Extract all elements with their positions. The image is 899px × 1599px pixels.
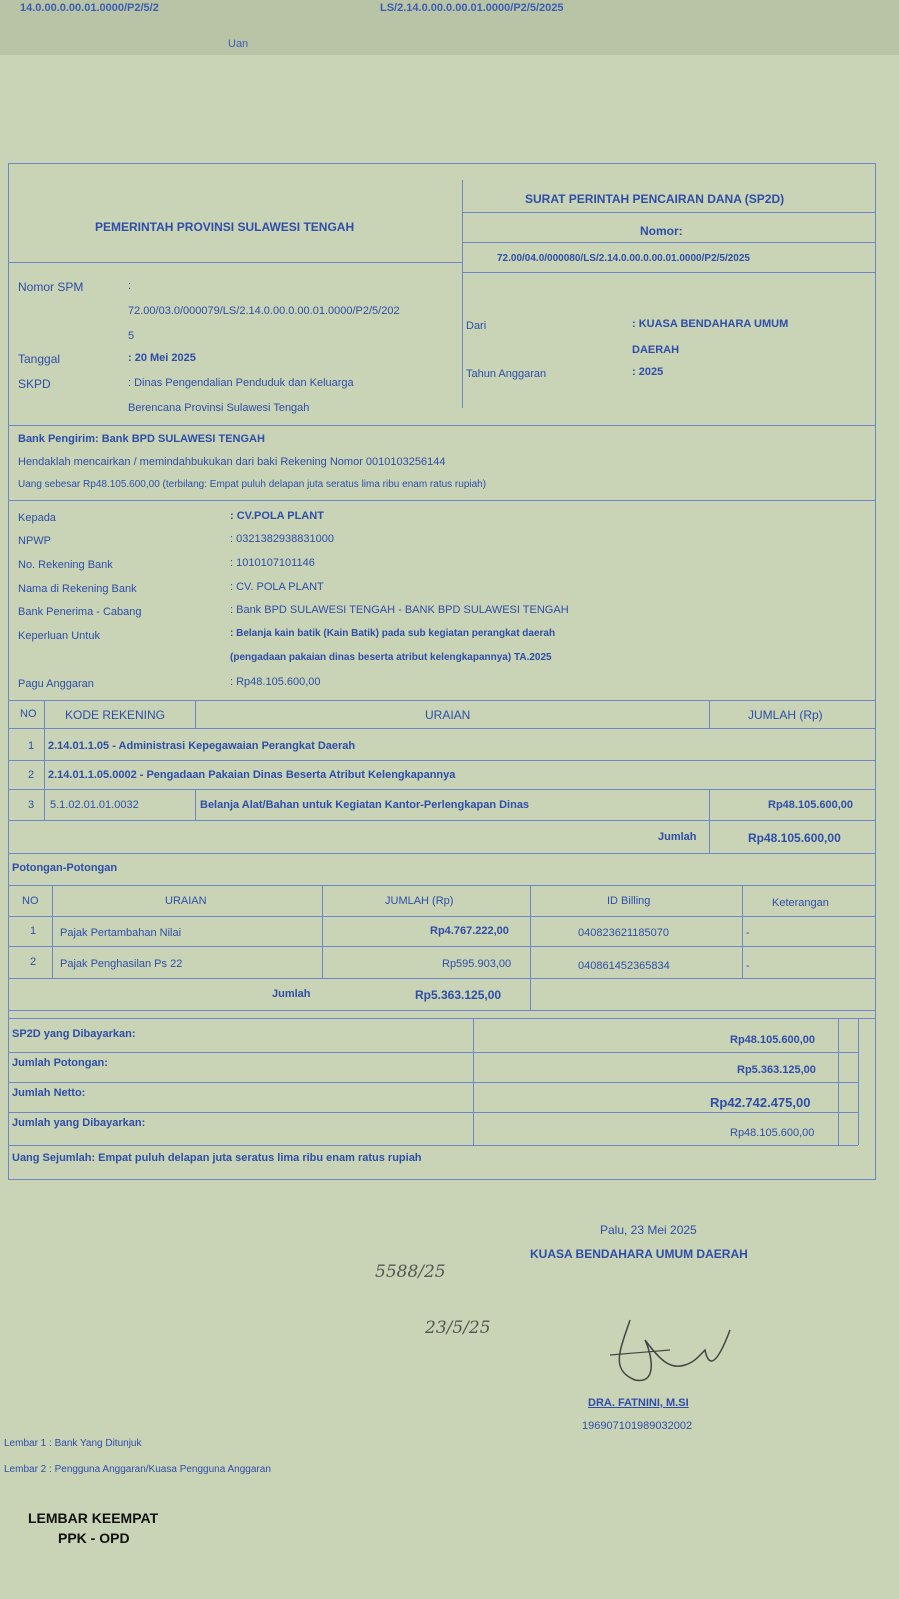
pot-jumlah-label: Jumlah <box>272 988 311 1000</box>
jumlah-dibayarkan-label: Jumlah yang Dibayarkan: <box>12 1117 146 1129</box>
rek-row-2-no: 2 <box>28 769 35 781</box>
nama-rekening-label: Nama di Rekening Bank <box>18 583 137 595</box>
place-date: Palu, 23 Mei 2025 <box>600 1223 697 1237</box>
hendaklah-text: Hendaklah mencairkan / memindahbukukan dari baki Rekening Nomor 0010103256144 <box>18 456 446 468</box>
nomor-label: Nomor: <box>640 224 683 238</box>
bank-penerima-label: Bank Penerima - Cabang <box>18 606 142 618</box>
handwritten-date: 23/5/25 <box>425 1318 491 1338</box>
rek-row-3-kode: 5.1.02.01.01.0032 <box>50 799 139 811</box>
pot-row-1-uraian: Pajak Pertambahan Nilai <box>60 927 182 939</box>
document-title: SURAT PERINTAH PENCAIRAN DANA (SP2D) <box>525 192 785 206</box>
keperluan-label: Keperluan Untuk <box>18 630 100 642</box>
jumlah-potongan-value: Rp5.363.125,00 <box>737 1064 816 1076</box>
rek-jumlah-label: Jumlah <box>658 831 697 843</box>
bank-pengirim: Bank Pengirim: Bank BPD SULAWESI TENGAH <box>18 433 265 445</box>
skpd-value-1: : Dinas Pengendalian Penduduk dan Keluarga <box>128 377 354 389</box>
keperluan-value-2: (pengadaan pakaian dinas beserta atribut kelengkapannya) TA.2025 <box>230 652 552 663</box>
rek-row-1-text: 2.14.01.1.05 - Administrasi Kepegawaian Perangkat Daerah <box>48 740 356 752</box>
dari-value-1: : KUASA BENDAHARA UMUM <box>632 318 789 330</box>
rek-header-jumlah: JUMLAH (Rp) <box>748 708 823 722</box>
rek-header-no: NO <box>20 708 37 720</box>
government-name: PEMERINTAH PROVINSI SULAWESI TENGAH <box>95 220 355 234</box>
rek-row-3-uraian: Belanja Alat/Bahan untuk Kegiatan Kantor-Perlengkapan Dinas <box>200 799 530 811</box>
rek-row-3-no: 3 <box>28 799 35 811</box>
npwp-label: NPWP <box>18 535 51 547</box>
npwp-value: : 0321382938831000 <box>230 533 334 545</box>
rek-row-2-text: 2.14.01.1.05.0002 - Pengadaan Pakaian Dinas Beserta Atribut Kelengkapannya <box>48 769 456 781</box>
jumlah-netto-value: Rp42.742.475,00 <box>710 1095 811 1110</box>
skpd-value-2: Berencana Provinsi Sulawesi Tengah <box>128 402 310 414</box>
strip-stub: Uan <box>228 38 249 50</box>
sp2d-dibayarkan-value: Rp48.105.600,00 <box>730 1034 816 1046</box>
jumlah-dibayarkan-value: Rp48.105.600,00 <box>730 1127 815 1139</box>
tanggal-label: Tanggal <box>18 352 61 366</box>
pagu-value: : Rp48.105.600,00 <box>230 676 321 688</box>
pot-row-2-billing: 040861452365834 <box>578 960 670 972</box>
signature-mark <box>590 1310 740 1400</box>
kepada-value: : CV.POLA PLANT <box>230 510 324 522</box>
pot-row-2-no: 2 <box>30 956 37 968</box>
rek-row-3-jumlah: Rp48.105.600,00 <box>768 799 854 811</box>
previous-sheet-strip <box>0 0 899 55</box>
rek-header-uraian: URAIAN <box>425 708 471 722</box>
strip-right-text: LS/2.14.0.00.0.00.01.0000/P2/5/2025 <box>380 2 564 14</box>
spm-number-1: 72.00/03.0/000079/LS/2.14.0.00.0.00.01.0000/P2/5/202 <box>128 305 400 317</box>
pot-row-2-uraian: Pajak Penghasilan Ps 22 <box>60 958 183 970</box>
rek-jumlah-value: Rp48.105.600,00 <box>748 831 841 845</box>
pot-row-1-jumlah: Rp4.767.222,00 <box>430 925 509 937</box>
dari-value-2: DAERAH <box>632 344 680 356</box>
dari-label: Dari <box>466 320 487 332</box>
lembar-keempat: LEMBAR KEEMPAT <box>28 1510 159 1526</box>
terbilang-text: Uang Sejumlah: Empat puluh delapan juta seratus lima ribu enam ratus rupiah <box>12 1152 422 1164</box>
sp2d-number: 72.00/04.0/000080/LS/2.14.0.00.0.00.01.0000/P2/5/2025 <box>497 253 750 264</box>
skpd-label: SKPD <box>18 377 51 391</box>
lembar-2: Lembar 2 : Pengguna Anggaran/Kuasa Pengguna Anggaran <box>4 1464 271 1475</box>
rek-header-kode: KODE REKENING <box>65 708 166 722</box>
pot-row-1-billing: 040823621185070 <box>578 927 669 939</box>
rek-row-1-no: 1 <box>28 740 35 752</box>
pot-row-2-ket: - <box>746 960 750 972</box>
handwritten-number: 5588/25 <box>375 1262 446 1282</box>
rekening-label: No. Rekening Bank <box>18 559 113 571</box>
signer-name: DRA. FATNINI, M.SI <box>588 1397 689 1409</box>
keperluan-value-1: : Belanja kain batik (Kain Batik) pada sub kegiatan perangkat daerah <box>230 628 556 639</box>
spm-number-2: 5 <box>128 330 135 342</box>
pot-header-keterangan: Keterangan <box>772 897 829 909</box>
bank-penerima-value: : Bank BPD SULAWESI TENGAH - BANK BPD SULAWESI TENGAH <box>230 604 569 616</box>
pot-header-billing: ID Billing <box>607 895 651 907</box>
strip-left-text: 14.0.00.0.00.01.0000/P2/5/2 <box>20 2 159 14</box>
tanggal-value: : 20 Mei 2025 <box>128 352 196 364</box>
sp2d-dibayarkan-label: SP2D yang Dibayarkan: <box>12 1028 136 1040</box>
pagu-label: Pagu Anggaran <box>18 678 94 690</box>
pot-row-2-jumlah: Rp595.903,00 <box>442 958 512 970</box>
lembar-1: Lembar 1 : Bank Yang Ditunjuk <box>4 1438 142 1449</box>
spm-label: Nomor SPM <box>18 280 84 294</box>
signer-nip: 196907101989032002 <box>582 1420 693 1432</box>
pot-row-1-no: 1 <box>30 925 37 937</box>
pot-header-uraian: URAIAN <box>165 895 207 907</box>
pot-header-jumlah: JUMLAH (Rp) <box>385 895 454 907</box>
pot-jumlah-value: Rp5.363.125,00 <box>415 988 502 1002</box>
ppk-opd: PPK - OPD <box>58 1530 130 1546</box>
signer-role: KUASA BENDAHARA UMUM DAERAH <box>530 1247 748 1261</box>
pot-row-1-ket: - <box>746 927 750 939</box>
tahun-label: Tahun Anggaran <box>466 368 547 380</box>
pot-header-no: NO <box>22 895 39 907</box>
potongan-title: Potongan-Potongan <box>12 862 118 874</box>
tahun-value: : 2025 <box>632 366 664 378</box>
jumlah-netto-label: Jumlah Netto: <box>12 1087 86 1099</box>
rekening-value: : 1010107101146 <box>230 557 315 569</box>
uang-sebesar-text: Uang sebesar Rp48.105.600,00 (terbilang: Empat puluh delapan juta seratus lima ribu enam ratus rupiah) <box>18 479 487 490</box>
nama-rekening-value: : CV. POLA PLANT <box>230 581 324 593</box>
kepada-label: Kepada <box>18 512 56 524</box>
jumlah-potongan-label: Jumlah Potongan: <box>12 1057 108 1069</box>
